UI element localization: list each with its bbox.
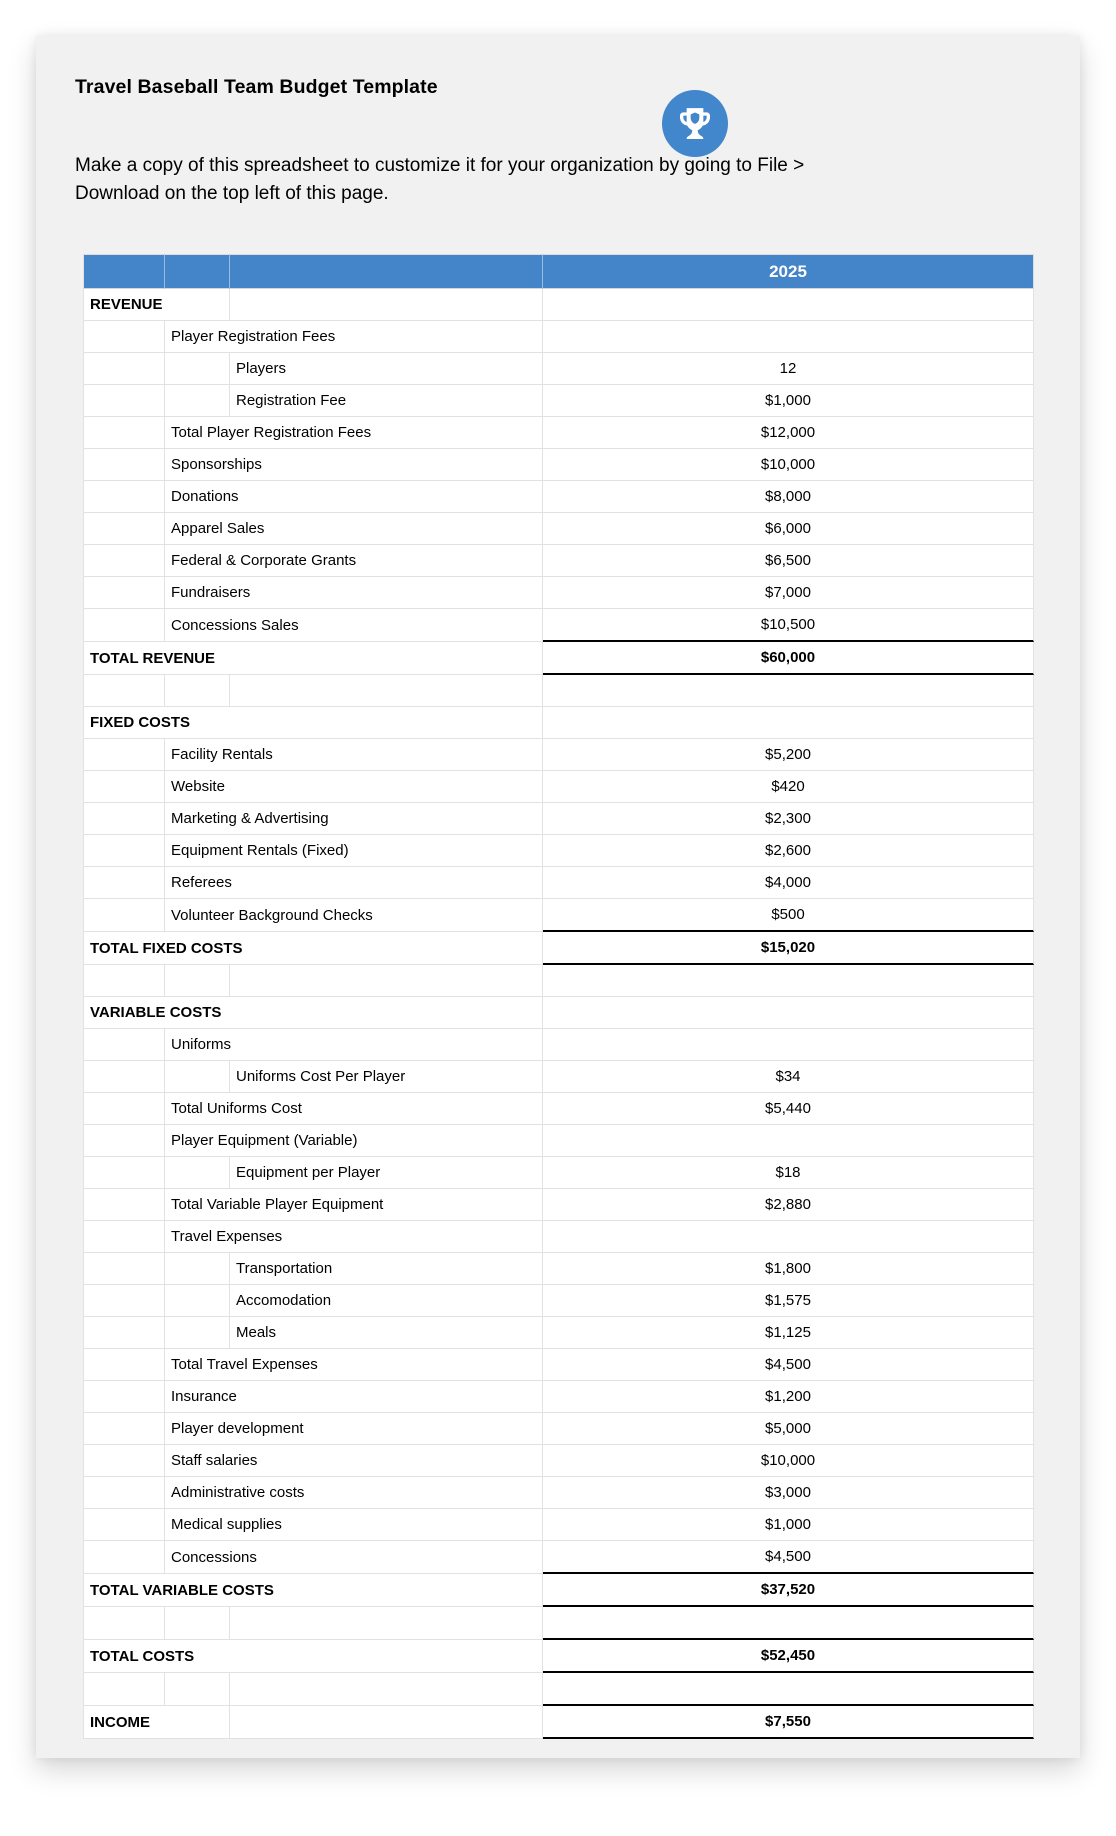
table-row — [83, 1157, 1034, 1189]
table-row — [83, 577, 1034, 609]
indent-cell[interactable] — [83, 1445, 165, 1477]
row-label-cell[interactable]: Player Registration Fees — [165, 321, 543, 353]
table-row — [83, 513, 1034, 545]
row-label-cell[interactable]: Total Player Registration Fees — [165, 417, 543, 449]
row-label-cell[interactable]: Volunteer Background Checks — [165, 899, 543, 932]
indent-cell[interactable] — [83, 1381, 165, 1413]
row-value-cell[interactable]: $3,000 — [543, 1477, 1034, 1509]
row-value-cell[interactable] — [543, 1221, 1034, 1253]
indent-cell[interactable] — [83, 513, 165, 545]
section-label-cell[interactable]: FIXED COSTS — [83, 707, 543, 739]
row-value-cell[interactable]: $2,600 — [543, 835, 1034, 867]
row-label-cell[interactable]: Facility Rentals — [165, 739, 543, 771]
table-row — [83, 1029, 1034, 1061]
indent-cell[interactable] — [165, 1285, 230, 1317]
row-value-cell[interactable] — [543, 1029, 1034, 1061]
spacer-row — [83, 1607, 1034, 1640]
table-row — [83, 385, 1034, 417]
row-label-cell[interactable]: Uniforms — [165, 1029, 543, 1061]
row-label-cell[interactable]: Insurance — [165, 1381, 543, 1413]
table-row — [83, 707, 1034, 739]
row-value-cell[interactable] — [543, 965, 1034, 997]
row-value-cell[interactable]: $2,880 — [543, 1189, 1034, 1221]
year-header-row — [83, 254, 1034, 289]
table-row — [83, 1509, 1034, 1541]
trophy-icon — [662, 90, 728, 157]
table-row — [83, 1189, 1034, 1221]
row-value-cell[interactable]: $6,500 — [543, 545, 1034, 577]
table-row — [83, 932, 1034, 965]
row-value-cell[interactable] — [543, 997, 1034, 1029]
spacer-row — [83, 965, 1034, 997]
spacer-row — [83, 1673, 1034, 1706]
row-value-cell[interactable]: $1,000 — [543, 1509, 1034, 1541]
row-label-cell[interactable]: Marketing & Advertising — [165, 803, 543, 835]
table-row — [83, 481, 1034, 513]
row-label-cell[interactable]: Accomodation — [230, 1285, 543, 1317]
indent-cell[interactable] — [83, 1157, 165, 1189]
indent-cell[interactable] — [165, 675, 230, 707]
row-value-cell[interactable]: $5,000 — [543, 1413, 1034, 1445]
row-value-cell[interactable]: $37,520 — [543, 1574, 1034, 1607]
table-row — [83, 289, 1034, 321]
row-value-cell[interactable]: $18 — [543, 1157, 1034, 1189]
row-value-cell[interactable]: $6,000 — [543, 513, 1034, 545]
section-label-cell[interactable]: TOTAL VARIABLE COSTS — [83, 1574, 543, 1607]
row-value-cell[interactable]: $1,125 — [543, 1317, 1034, 1349]
indent-cell[interactable] — [83, 965, 165, 997]
indent-cell[interactable] — [165, 1607, 230, 1640]
table-row — [83, 997, 1034, 1029]
row-value-cell[interactable]: $52,450 — [543, 1640, 1034, 1673]
table-row — [83, 1285, 1034, 1317]
row-value-cell[interactable] — [543, 289, 1034, 321]
table-row — [83, 739, 1034, 771]
row-value-cell[interactable]: $5,440 — [543, 1093, 1034, 1125]
year-header-cell[interactable]: 2025 — [543, 254, 1034, 289]
indent-cell[interactable] — [83, 449, 165, 481]
budget-table — [83, 254, 1034, 1739]
table-row — [83, 1221, 1034, 1253]
row-value-cell[interactable]: $10,000 — [543, 1445, 1034, 1477]
table-row — [83, 1317, 1034, 1349]
row-value-cell[interactable]: $12,000 — [543, 417, 1034, 449]
header-cell-b[interactable] — [165, 254, 230, 289]
indent-cell[interactable] — [165, 1061, 230, 1093]
table-row — [83, 803, 1034, 835]
row-value-cell[interactable]: $4,500 — [543, 1349, 1034, 1381]
table-row — [83, 1640, 1034, 1673]
indent-cell[interactable] — [83, 1349, 165, 1381]
indent-cell[interactable] — [83, 577, 165, 609]
row-value-cell[interactable] — [543, 707, 1034, 739]
row-label-cell[interactable]: Equipment per Player — [230, 1157, 543, 1189]
spreadsheet-card — [36, 36, 1080, 1758]
table-row — [83, 899, 1034, 932]
indent-cell[interactable] — [230, 965, 543, 997]
row-value-cell[interactable]: $4,000 — [543, 867, 1034, 899]
indent-cell[interactable] — [83, 835, 165, 867]
indent-cell[interactable] — [83, 609, 165, 642]
indent-cell[interactable] — [83, 1029, 165, 1061]
row-label-cell[interactable]: Travel Expenses — [165, 1221, 543, 1253]
row-value-cell[interactable]: $1,575 — [543, 1285, 1034, 1317]
indent-cell[interactable] — [83, 545, 165, 577]
table-row — [83, 1445, 1034, 1477]
indent-cell[interactable] — [83, 385, 165, 417]
section-label-cell[interactable]: REVENUE — [83, 289, 230, 321]
table-row — [83, 642, 1034, 675]
row-label-cell[interactable]: Fundraisers — [165, 577, 543, 609]
table-row — [83, 1706, 1034, 1739]
row-value-cell[interactable]: $7,550 — [543, 1706, 1034, 1739]
table-row — [83, 771, 1034, 803]
row-label-cell[interactable]: Meals — [230, 1317, 543, 1349]
table-row — [83, 321, 1034, 353]
indent-cell[interactable] — [165, 385, 230, 417]
indent-cell[interactable] — [165, 1673, 230, 1706]
row-value-cell[interactable]: $1,800 — [543, 1253, 1034, 1285]
row-value-cell[interactable]: $10,500 — [543, 609, 1034, 642]
indent-cell[interactable] — [83, 1285, 165, 1317]
table-row — [83, 1349, 1034, 1381]
row-value-cell[interactable] — [543, 1607, 1034, 1640]
indent-cell[interactable] — [83, 1189, 165, 1221]
row-label-cell[interactable]: Players — [230, 353, 543, 385]
budget-table-body — [83, 289, 1034, 1739]
table-row — [83, 835, 1034, 867]
indent-cell[interactable] — [83, 899, 165, 932]
row-label-cell[interactable]: Total Travel Expenses — [165, 1349, 543, 1381]
row-value-cell[interactable]: $4,500 — [543, 1541, 1034, 1574]
row-value-cell[interactable]: $1,200 — [543, 1381, 1034, 1413]
table-row — [83, 1061, 1034, 1093]
indent-cell[interactable] — [230, 1607, 543, 1640]
indent-cell[interactable] — [83, 1607, 165, 1640]
row-value-cell[interactable]: $8,000 — [543, 481, 1034, 513]
row-value-cell[interactable]: $1,000 — [543, 385, 1034, 417]
indent-cell[interactable] — [83, 675, 165, 707]
indent-cell[interactable] — [165, 1317, 230, 1349]
indent-cell[interactable] — [83, 1413, 165, 1445]
row-label-cell[interactable]: Concessions — [165, 1541, 543, 1574]
indent-cell[interactable] — [83, 1125, 165, 1157]
table-row — [83, 1477, 1034, 1509]
row-label-cell[interactable]: Donations — [165, 481, 543, 513]
indent-cell[interactable] — [230, 289, 543, 321]
row-label-cell[interactable]: Equipment Rentals (Fixed) — [165, 835, 543, 867]
indent-cell[interactable] — [83, 1477, 165, 1509]
indent-cell[interactable] — [83, 1317, 165, 1349]
table-row — [83, 1541, 1034, 1574]
table-row — [83, 353, 1034, 385]
indent-cell[interactable] — [230, 1673, 543, 1706]
indent-cell[interactable] — [83, 1061, 165, 1093]
table-row — [83, 609, 1034, 642]
indent-cell[interactable] — [83, 1541, 165, 1574]
table-row — [83, 1413, 1034, 1445]
indent-cell[interactable] — [83, 1093, 165, 1125]
indent-cell[interactable] — [83, 321, 165, 353]
indent-cell[interactable] — [83, 803, 165, 835]
indent-cell[interactable] — [83, 771, 165, 803]
row-value-cell[interactable]: $5,200 — [543, 739, 1034, 771]
row-label-cell[interactable]: Transportation — [230, 1253, 543, 1285]
row-value-cell[interactable]: $7,000 — [543, 577, 1034, 609]
row-label-cell[interactable]: Referees — [165, 867, 543, 899]
row-value-cell[interactable] — [543, 321, 1034, 353]
indent-cell[interactable] — [83, 481, 165, 513]
section-label-cell[interactable]: VARIABLE COSTS — [83, 997, 543, 1029]
header-cell-c[interactable] — [230, 254, 543, 289]
section-label-cell[interactable]: INCOME — [83, 1706, 230, 1739]
indent-cell[interactable] — [165, 1157, 230, 1189]
row-value-cell[interactable]: $34 — [543, 1061, 1034, 1093]
indent-cell[interactable] — [83, 1253, 165, 1285]
row-label-cell[interactable]: Registration Fee — [230, 385, 543, 417]
row-label-cell[interactable]: Player development — [165, 1413, 543, 1445]
row-label-cell[interactable]: Total Variable Player Equipment — [165, 1189, 543, 1221]
row-label-cell[interactable]: Sponsorships — [165, 449, 543, 481]
row-value-cell[interactable]: $2,300 — [543, 803, 1034, 835]
row-label-cell[interactable]: Federal & Corporate Grants — [165, 545, 543, 577]
row-value-cell[interactable] — [543, 1125, 1034, 1157]
section-label-cell[interactable]: TOTAL REVENUE — [83, 642, 543, 675]
table-row — [83, 417, 1034, 449]
row-value-cell[interactable]: $420 — [543, 771, 1034, 803]
indent-cell[interactable] — [230, 1706, 543, 1739]
table-row — [83, 449, 1034, 481]
section-label-cell[interactable]: TOTAL COSTS — [83, 1640, 543, 1673]
table-row — [83, 545, 1034, 577]
indent-cell[interactable] — [165, 1253, 230, 1285]
table-row — [83, 1093, 1034, 1125]
row-value-cell[interactable]: $60,000 — [543, 642, 1034, 675]
row-label-cell[interactable]: Concessions Sales — [165, 609, 543, 642]
row-label-cell[interactable]: Apparel Sales — [165, 513, 543, 545]
table-row — [83, 1125, 1034, 1157]
indent-cell[interactable] — [165, 353, 230, 385]
row-value-cell[interactable]: $500 — [543, 899, 1034, 932]
row-label-cell[interactable]: Player Equipment (Variable) — [165, 1125, 543, 1157]
indent-cell[interactable] — [165, 965, 230, 997]
page-title: Travel Baseball Team Budget Template — [75, 76, 438, 98]
row-label-cell[interactable]: Total Uniforms Cost — [165, 1093, 543, 1125]
indent-cell[interactable] — [83, 1221, 165, 1253]
row-value-cell[interactable]: 12 — [543, 353, 1034, 385]
table-row — [83, 867, 1034, 899]
row-label-cell[interactable]: Staff salaries — [165, 1445, 543, 1477]
row-label-cell[interactable]: Medical supplies — [165, 1509, 543, 1541]
indent-cell[interactable] — [230, 675, 543, 707]
indent-cell[interactable] — [83, 353, 165, 385]
spacer-row — [83, 675, 1034, 707]
table-row — [83, 1574, 1034, 1607]
row-value-cell[interactable]: $10,000 — [543, 449, 1034, 481]
row-label-cell[interactable]: Website — [165, 771, 543, 803]
row-value-cell[interactable]: $15,020 — [543, 932, 1034, 965]
row-value-cell[interactable] — [543, 675, 1034, 707]
table-row — [83, 1253, 1034, 1285]
indent-cell[interactable] — [83, 417, 165, 449]
indent-cell[interactable] — [83, 867, 165, 899]
indent-cell[interactable] — [83, 739, 165, 771]
row-value-cell[interactable] — [543, 1673, 1034, 1706]
page-description: Make a copy of this spreadsheet to customize it for your organization by going to File > Download on the top left of this page. — [75, 155, 805, 204]
indent-cell[interactable] — [83, 1509, 165, 1541]
section-label-cell[interactable]: TOTAL FIXED COSTS — [83, 932, 543, 965]
header-cell-a[interactable] — [83, 254, 165, 289]
table-row — [83, 1381, 1034, 1413]
indent-cell[interactable] — [83, 1673, 165, 1706]
row-label-cell[interactable]: Administrative costs — [165, 1477, 543, 1509]
row-label-cell[interactable]: Uniforms Cost Per Player — [230, 1061, 543, 1093]
